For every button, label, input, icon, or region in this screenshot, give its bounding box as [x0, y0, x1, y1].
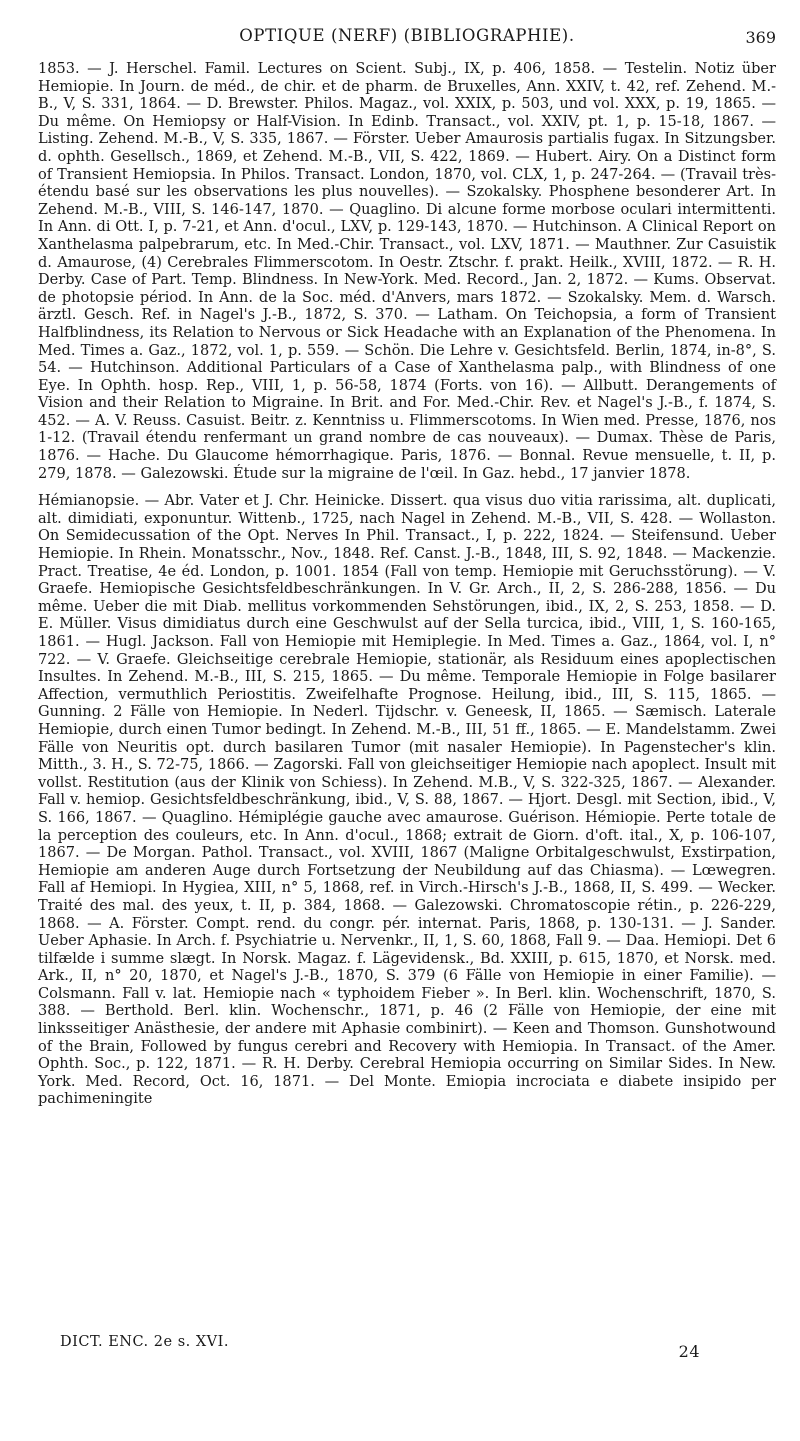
page-footer — [60, 1334, 700, 1374]
page-title: OPTIQUE (NERF) (BIBLIOGRAPHIE). — [239, 26, 575, 45]
paragraph-migraine-references: 1853. — J. Herschel. Famil. Lectures on Scient. Subj., IX, p. 406, 1858. — Testelin. Notiz über Hemiopie. In Journ. de méd., de chir. et de pharm. de Bruxelles, Ann. XXIV, t. 42, ref. Zehend. M.-B., V, S. 331, 1864. — D. Brewster. Philos. Magaz., vol. XXIX, p. 503, und vol. XXX, p. 19, 1865. — Du même. On Hemiopsy or Half-Vision. In Edinb. Transact., vol. XXIV, pt. 1, p. 15-18, 1867. — Listing. Zehend. M.-B., V, S. 335, 1867. — Förster. Ueber Amaurosis partialis fugax. In Sitzungsber. d. ophth. Gesellsch., 1869, et Zehend. M.-B., VII, S. 422, 1869. — Hubert. Airy. On a Distinct form of Transient Hemiopsia. In Philos. Transact. London, 1870, vol. CLX, 1, p. 247-264. — (Travail très-étendu basé sur les observations les plus nouvelles). — Szokalsky. Phosphene besonderer Art. In Zehend. M.-B., VIII, S. 146-147, 1870. — Quaglino. Di alcune forme morbose oculari intermittenti. In Ann. di Ott. I, p. 7-21, et Ann. d'ocul., LXV, p. 129-143, 1870. — Hutchinson. A Clinical Report on Xanthelasma palpebrarum, etc. In Med.-Chir. Transact., vol. LXV, 1871. — Mauthner. Zur Casuistik d. Amaurose, (4) Cerebrales Flimmerscotom. In Oestr. Ztschr. f. prakt. Heilk., XVIII, 1872. — R. H. Derby. Case of Part. Temp. Blindness. In New-York. Med. Record., Jan. 2, 1872. — Kums. Observat. de photopsie périod. In Ann. de la Soc. méd. d'Anvers, mars 1872. — Szokalsky. Mem. d. Warsch. ärztl. Gesch. Ref. in Nagel's J.-B., 1872, S. 370. — Latham. On Teichopsia, a form of Transient Halfblindness, its Relation to Nervous or Sick Headache with an Explanation of the Phenomena. In Med. Times a. Gaz., 1872, vol. 1, p. 559. — Schön. Die Lehre v. Gesichtsfeld. Berlin, 1874, in-8°, S. 54. — Hutchinson. Additional Particulars of a Case of Xanthelasma palp., with Blindness of one Eye. In Ophth. hosp. Rep., VIII, 1, p. 56-58, 1874 (Forts. von 16). — Allbutt. Derangements of Vision and their Relation to Migraine. In Brit. and For. Med.-Chir. Rev. et Nagel's J.-B., f. 1874, S. 452. — A. V. Reuss. Casuist. Beitr. z. Kenntniss u. Flimmerscotoms. In Wien med. Presse, 1876, nos 1-12. (Travail étendu renfermant un grand nombre de cas nouveaux). — Dumax. Thèse de Paris, 1876. — Hache. Du Glaucome hémorrhagique. Paris, 1876. — Bonnal. Revue mensuelle, t. II, p. 279, 1878. — Galezowski. Étude sur la migraine de l'œil. In Gaz. hebd., 17 janvier 1878. — [38, 60, 776, 482]
page-number: 369 — [745, 28, 776, 47]
running-header — [38, 22, 776, 50]
sheet-number: 24 — [678, 1342, 700, 1361]
paragraph-hemianopsie-references: Hémianopsie. — Abr. Vater et J. Chr. Heinicke. Dissert. qua visus duo vitia rarissima, alt. duplicati, alt. dimidiati, exponuntur. Wittenb., 1725, nach Nagel in Zehend. M.-B., VII, S. 428. — Wollaston. On Semidecussation of the Opt. Nerves In Phil. Transact., I, p. 222, 1824. — Steifensund. Ueber Hemiopie. In Rhein. Monatsschr., Nov., 1848. Ref. Canst. J.-B., 1848, III, S. 92, 1848. — Mackenzie. Pract. Treatise, 4e éd. London, p. 1001. 1854 (Fall von temp. Hemiopie mit Geruchsstörung). — V. Graefe. Hemiopische Gesichtsfeldbeschränkungen. In V. Gr. Arch., II, 2, S. 286-288, 1856. — Du même. Ueber die mit Diab. mellitus vorkommenden Sehstörungen, ibid., IX, 2, S. 253, 1858. — D. E. Müller. Visus dimidiatus durch eine Geschwulst auf der Sella turcica, ibid., VIII, 1, S. 160-165, 1861. — Hugl. Jackson. Fall von Hemiopie mit Hemiplegie. In Med. Times a. Gaz., 1864, vol. I, n° 722. — V. Graefe. Gleichseitige cerebrale Hemiopie, stationär, als Residuum eines apoplectischen Insultes. In Zehend. M.-B., III, S. 215, 1865. — Du même. Temporale Hemiopie in Folge basilarer Affection, vermuthlich Periostitis. Zweifelhafte Prognose. Heilung, ibid., III, S. 115, 1865. — Gunning. 2 Fälle von Hemiopie. In Nederl. Tijdschr. v. Geneesk, II, 1865. — Sæmisch. Laterale Hemiopie, durch einen Tumor bedingt. In Zehend. M.-B., III, 51 ff., 1865. — E. Mandelstamm. Zwei Fälle von Neuritis opt. durch basilaren Tumor (mit nasaler Hemiopie). In Pagenstecher's klin. Mitth., 3. H., S. 72-75, 1866. — Zagorski. Fall von gleichseitiger Hemiopie nach apoplect. Insult mit vollst. Restitution (aus der Klinik von Schiess). In Zehend. M.B., V, S. 322-325, 1867. — Alexander. Fall v. hemiop. Gesichtsfeldbeschränkung, ibid., V, S. 88, 1867. — Hjort. Desgl. mit Section, ibid., V, S. 166, 1867. — Quaglino. Hémiplégie gauche avec amaurose. Guérison. Hémiopie. Perte totale de la perception des couleurs, etc. In Ann. d'ocul., 1868; extrait de Giorn. d'oft. ital., X, p. 106-107, 1867. — De Morgan. Pathol. Transact., vol. XVIII, 1867 (Maligne Orbitalgeschwulst, Exstirpation, Hemiopie am anderen Auge durch Fortsetzung der Neubildung auf das Chiasma). — Lœwegren. Fall af Hemiopi. In Hygiea, XIII, n° 5, 1868, ref. in Virch.-Hirsch's J.-B., 1868, II, S. 499. — Wecker. Traité des mal. des yeux, t. II, p. 384, 1868. — Galezowski. Chromatoscopie rétin., p. 226-229, 1868. — A. Förster. Compt. rend. du congr. pér. internat. Paris, 1868, p. 130-131. — J. Sander. Ueber Aphasie. In Arch. f. Psychiatrie u. Nervenkr., II, 1, S. 60, 1868, Fall 9. — Daa. Hemiopi. Det 6 tilfælde i summe slægt. In Norsk. Magaz. f. Lägevidensk., Bd. XXIII, p. 615, 1870, et Norsk. med. Ark., II, n° 20, 1870, et Nagel's J.-B., 1870, S. 379 (6 Fälle von Hemiopie in einer Familie). — Colsmann. Fall v. lat. Hemiopie nach « typhoidem Fieber ». In Berl. klin. Wochenschrift, 1870, S. 388. — Berthold. Berl. klin. Wochenschr., 1871, p. 46 (2 Fälle von Hemiopie, der eine mit linksseitiger Anästhesie, der andere mit Aphasie combinirt). — Keen and Thomson. Gunshotwound of the Brain, Followed by fungus cerebri and Recovery with Hemiopia. In Transact. of the Amer. Ophth. Soc., p. 122, 1871. — R. H. Derby. Cerebral Hemiopia occurring on Similar Sides. In New. York. Med. Record, Oct. 16, 1871. — Del Monte. Emiopia incrociata e diabete insipido per pachimeningite — [38, 492, 776, 1108]
printer-signature: DICT. ENC. 2e s. XVI. — [60, 1334, 229, 1350]
bibliography-text — [38, 60, 776, 1108]
page — [38, 22, 776, 1108]
